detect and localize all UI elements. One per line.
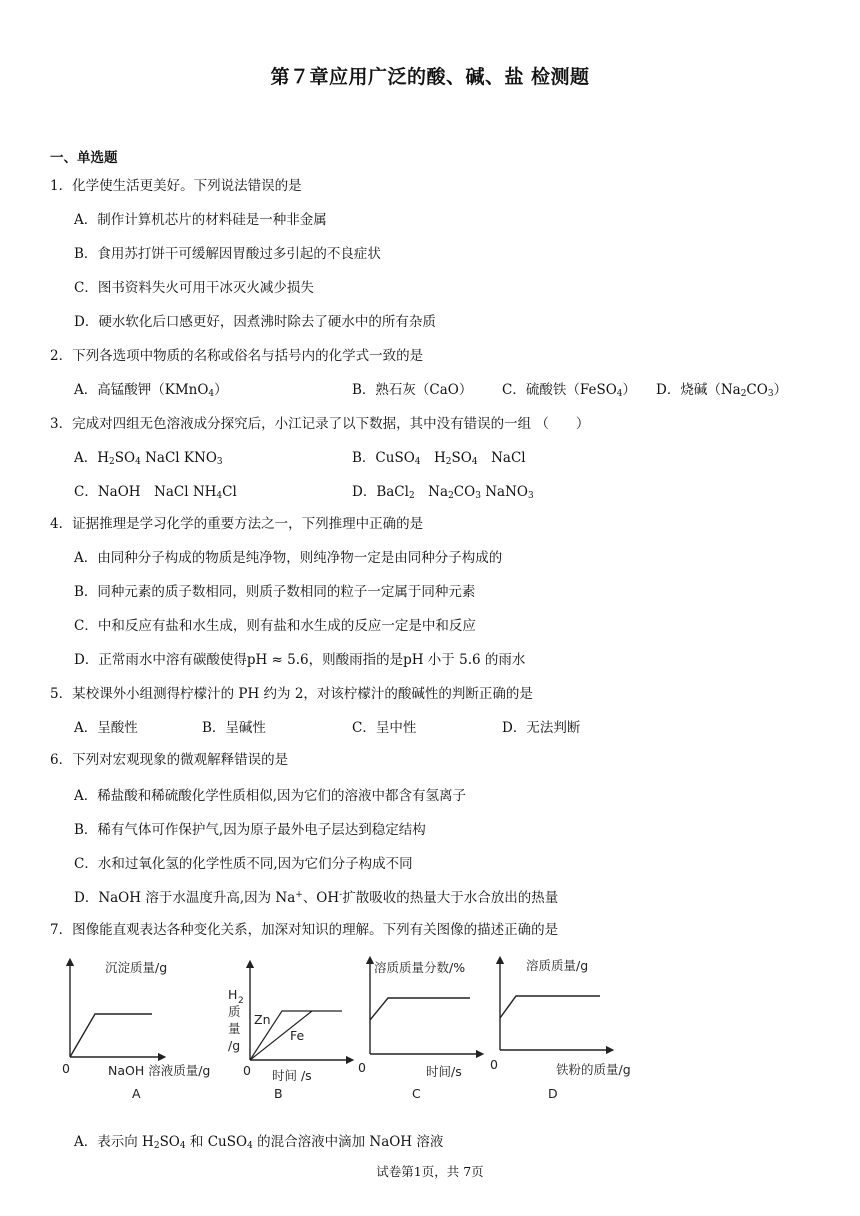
graph-a-ylabel: 沉淀质量/g	[105, 960, 168, 975]
graph-b-ylabel-sub: 2	[238, 996, 244, 1006]
question-3-option-c: C．NaOH NaCl $NH_4Cl$	[74, 484, 237, 501]
question-6-option-c: C．水和过氧化氢的化学性质不同,因为它们分子构成不同	[74, 856, 413, 872]
graph-b-xlabel: 时间 /s	[272, 1068, 312, 1083]
question-1-option-a: A．制作计算机芯片的材料硅是一种非金属	[74, 212, 327, 228]
graph-c-ylabel: 溶质质量分数/%	[374, 960, 466, 975]
question-5-option-c: C．呈中性	[352, 720, 417, 736]
question-5-option-b: B．呈碱性	[202, 720, 266, 736]
question-7-stem: 7．图像能直观表达各种变化关系，加深对知识的理解。下列有关图像的描述正确的是	[50, 922, 559, 938]
graph-b-zn-label: Zn	[254, 1012, 271, 1027]
graph-c-curve	[370, 998, 470, 1020]
question-6-option-d: D．NaOH 溶于水温度升高,因为 Na+、OH-扩散吸收的热量大于水合放出的热量	[74, 890, 559, 906]
graph-d-ylabel: 溶质质量/g	[526, 958, 589, 973]
question-2-option-b: B．熟石灰（CaO）	[352, 382, 473, 398]
graphs-figure	[50, 952, 670, 1112]
graph-b-ylabel-unit: /g	[228, 1038, 241, 1053]
graph-c-xlabel: 时间/s	[426, 1064, 462, 1079]
question-3-stem: 3．完成对四组无色溶液成分探究后，小江记录了以下数据，其中没有错误的一组 （ ）	[50, 416, 590, 432]
question-6-option-a: A．稀盐酸和稀硫酸化学性质相似,因为它们的溶液中都含有氢离子	[74, 788, 467, 804]
question-1-option-b: B．食用苏打饼干可缓解因胃酸过多引起的不良症状	[74, 246, 381, 262]
graph-b	[228, 964, 350, 1101]
graph-c-origin: 0	[358, 1060, 366, 1075]
graph-a	[62, 960, 210, 1101]
graph-b-ylabel-h: H	[228, 987, 238, 1002]
question-2-option-d: D．烧碱$(Na_2CO_3)$	[656, 382, 788, 399]
question-3-option-b: B．CuSO$_4$ $H_2SO_4$ NaCl	[352, 450, 526, 467]
graph-b-fe-label: Fe	[290, 1028, 305, 1043]
question-2-stem: 2．下列各选项中物质的名称或俗名与括号内的化学式一致的是	[50, 348, 424, 364]
question-4-option-d: D．正常雨水中溶有碳酸使得pH ≈ 5.6，则酸雨指的是pH 小于 5.6 的雨水	[74, 652, 526, 668]
graph-c-letter: C	[412, 1086, 421, 1101]
question-4-option-a: A．由同种分子构成的物质是纯净物，则纯净物一定是由同种分子构成的	[74, 550, 503, 566]
question-6-stem: 6．下列对宏观现象的微观解释错误的是	[50, 752, 289, 768]
question-6-option-b: B．稀有气体可作保护气,因为原子最外电子层达到稳定结构	[74, 822, 426, 838]
graph-d	[490, 958, 631, 1101]
question-4-option-b: B．同种元素的质子数相同，则质子数相同的粒子一定属于同种元素	[74, 584, 476, 600]
graph-d-letter: D	[548, 1086, 558, 1101]
page-title: 第７章应用广泛的酸、碱、盐 检测题	[270, 66, 590, 88]
question-1-option-c: C．图书资料失火可用干冰灭火减少损失	[74, 280, 314, 296]
graph-a-xlabel: NaOH 溶液质量/g	[108, 1063, 211, 1078]
question-5-stem: 5．某校课外小组测得柠檬汁的 PH 约为 2，对该柠檬汁的酸碱性的判断正确的是	[50, 686, 533, 702]
question-5-option-a: A．呈酸性	[74, 720, 138, 736]
page-footer: 试卷第1页，共 7页	[376, 1164, 484, 1179]
graph-a-origin: 0	[62, 1061, 70, 1076]
question-1-stem: 1．化学使生活更美好。下列说法错误的是	[50, 178, 302, 194]
graph-d-curve	[500, 996, 600, 1018]
graph-b-ylabel-zhi: 质	[228, 1004, 241, 1019]
graph-d-origin: 0	[490, 1057, 498, 1072]
graph-a-letter: A	[132, 1086, 141, 1101]
question-3-option-a: A．$H_2SO_4$ NaCl $KNO_3$	[74, 450, 223, 467]
question-2-option-a: A．高锰酸钾（KMnO$_4$）	[74, 382, 228, 399]
graph-b-letter: B	[274, 1086, 283, 1101]
graph-d-xlabel: 铁粉的质量/g	[556, 1062, 631, 1077]
question-4-stem: 4．证据推理是学习化学的重要方法之一，下列推理中正确的是	[50, 516, 424, 532]
graph-b-origin: 0	[243, 1063, 251, 1078]
question-7-graphs	[50, 952, 670, 1112]
section-heading: 一、单选题	[50, 150, 118, 166]
question-3-option-d: D．BaCl$_2$ $Na_2CO_3$ NaNO$_3$	[352, 484, 534, 501]
question-2-option-c: C．硫酸铁（FeSO$_4$）	[502, 382, 636, 399]
graph-a-curve	[70, 1014, 152, 1057]
graph-b-ylabel-liang: 量	[228, 1021, 241, 1036]
question-5-option-d: D．无法判断	[502, 720, 581, 736]
question-1-option-d: D．硬水软化后口感更好，因煮沸时除去了硬水中的所有杂质	[74, 314, 436, 330]
question-7-option-a: A．表示向 $H_2SO_4$ 和 CuSO$_4$ 的混合溶液中滴加 NaOH 溶液	[74, 1134, 444, 1151]
graph-c	[358, 960, 480, 1101]
question-4-option-c: C．中和反应有盐和水生成，则有盐和水生成的反应一定是中和反应	[74, 618, 476, 634]
